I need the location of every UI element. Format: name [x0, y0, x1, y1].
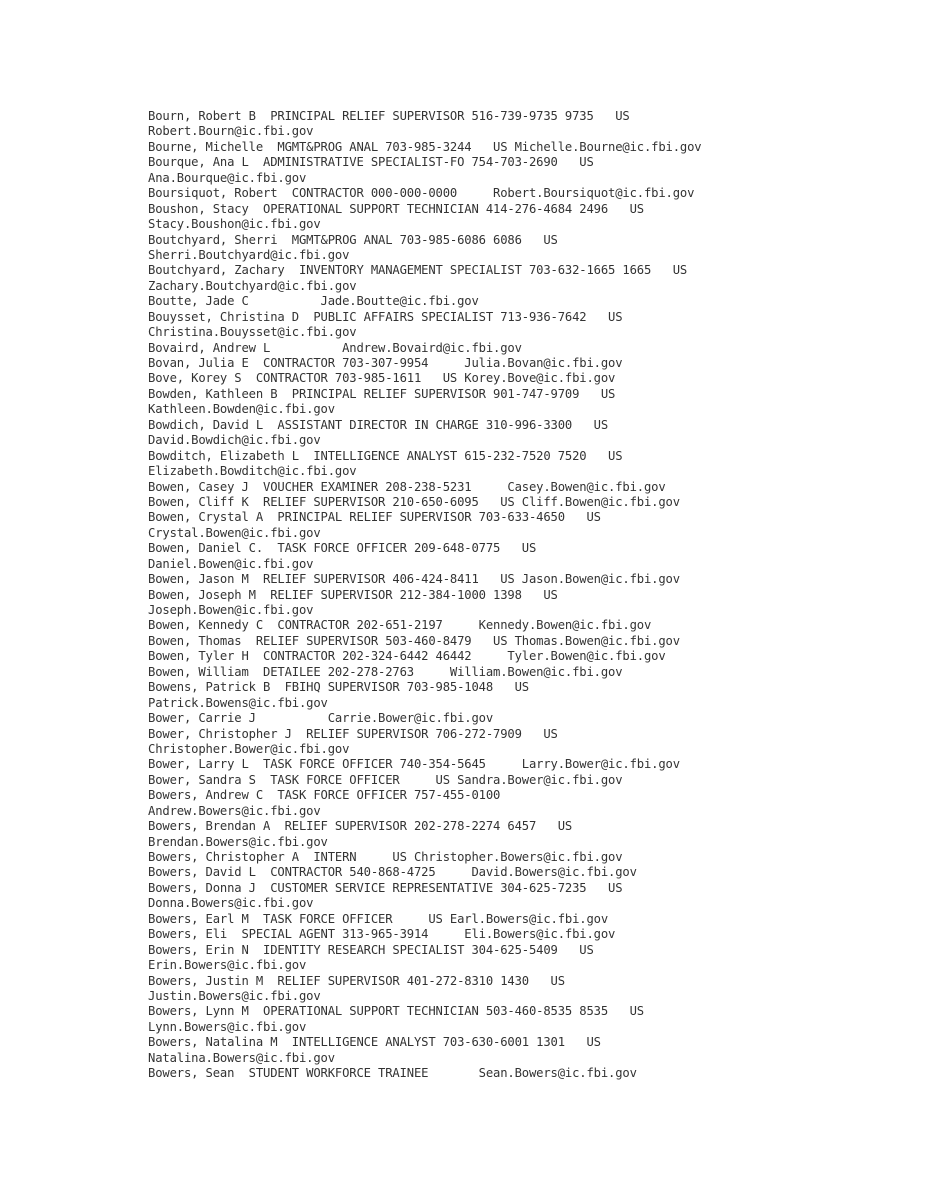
directory-line: Donna.Bowers@ic.fbi.gov: [148, 896, 314, 911]
directory-line: Zachary.Boutchyard@ic.fbi.gov: [148, 278, 357, 293]
directory-line: Bowen, Joseph M RELIEF SUPERVISOR 212-384-1000 1398 US: [148, 587, 558, 602]
directory-line: Bower, Christopher J RELIEF SUPERVISOR 706-272-7909 US: [148, 726, 558, 741]
directory-line: Bowers, Christopher A INTERN US Christopher.Bowers@ic.fbi.gov: [148, 850, 623, 864]
directory-line: Bowden, Kathleen B PRINCIPAL RELIEF SUPERVISOR 901-747-9709 US: [148, 386, 616, 401]
directory-line: Robert.Bourn@ic.fbi.gov: [148, 124, 314, 139]
directory-line: Bourn, Robert B PRINCIPAL RELIEF SUPERVISOR 516-739-9735 9735 US: [148, 109, 630, 123]
directory-line: Daniel.Bowen@ic.fbi.gov: [148, 556, 314, 571]
directory-listing: [148, 109, 908, 1082]
directory-line: Bowens, Patrick B FBIHQ SUPERVISOR 703-985-1048 US: [148, 680, 529, 695]
directory-line: Elizabeth.Bowditch@ic.fbi.gov: [148, 464, 357, 479]
directory-line: Bowditch, Elizabeth L INTELLIGENCE ANALYST 615-232-7520 7520 US: [148, 448, 623, 463]
directory-line: Bowers, Lynn M OPERATIONAL SUPPORT TECHNICIAN 503-460-8535 8535 US: [148, 1004, 644, 1019]
directory-line: Bouysset, Christina D PUBLIC AFFAIRS SPECIALIST 713-936-7642 US: [148, 309, 623, 324]
directory-line: Bower, Carrie J Carrie.Bower@ic.fbi.gov: [148, 711, 493, 726]
directory-line: Bowers, Natalina M INTELLIGENCE ANALYST 703-630-6001 1301 US: [148, 1035, 601, 1050]
directory-line: Bowen, Kennedy C CONTRACTOR 202-651-2197 Kennedy.Bowen@ic.fbi.gov: [148, 618, 652, 633]
directory-line: Erin.Bowers@ic.fbi.gov: [148, 958, 307, 973]
directory-line: Stacy.Boushon@ic.fbi.gov: [148, 217, 321, 232]
directory-line: Bowers, Brendan A RELIEF SUPERVISOR 202-278-2274 6457 US: [148, 819, 573, 834]
directory-line: Bowen, Cliff K RELIEF SUPERVISOR 210-650-6095 US Cliff.Bowen@ic.fbi.gov: [148, 494, 680, 509]
directory-line: Bowers, David L CONTRACTOR 540-868-4725 David.Bowers@ic.fbi.gov: [148, 865, 637, 880]
directory-line: Christopher.Bower@ic.fbi.gov: [148, 741, 350, 756]
directory-line: Bovaird, Andrew L Andrew.Bovaird@ic.fbi.gov: [148, 340, 522, 355]
directory-line: Bowen, Casey J VOUCHER EXAMINER 208-238-5231 Casey.Bowen@ic.fbi.gov: [148, 479, 666, 494]
directory-line: Andrew.Bowers@ic.fbi.gov: [148, 803, 321, 818]
directory-line: Bowers, Andrew C TASK FORCE OFFICER 757-455-0100: [148, 788, 501, 803]
directory-line: Bourque, Ana L ADMINISTRATIVE SPECIALIST-FO 754-703-2690 US: [148, 155, 594, 170]
directory-line: Bower, Sandra S TASK FORCE OFFICER US Sandra.Bower@ic.fbi.gov: [148, 772, 623, 787]
directory-line: Bowen, Thomas RELIEF SUPERVISOR 503-460-8479 US Thomas.Bowen@ic.fbi.gov: [148, 633, 680, 648]
directory-line: Boushon, Stacy OPERATIONAL SUPPORT TECHNICIAN 414-276-4684 2496 US: [148, 201, 644, 216]
directory-line: Bowen, Daniel C. TASK FORCE OFFICER 209-648-0775 US: [148, 541, 537, 556]
directory-line: Boutchyard, Sherri MGMT&PROG ANAL 703-985-6086 6086 US: [148, 232, 558, 247]
directory-line: Boutte, Jade C Jade.Boutte@ic.fbi.gov: [148, 294, 479, 309]
directory-line: Justin.Bowers@ic.fbi.gov: [148, 988, 321, 1003]
directory-line: Kathleen.Bowden@ic.fbi.gov: [148, 402, 335, 417]
directory-line: Bowers, Justin M RELIEF SUPERVISOR 401-272-8310 1430 US: [148, 973, 565, 988]
directory-line: Bowen, Tyler H CONTRACTOR 202-324-6442 46442 Tyler.Bowen@ic.fbi.gov: [148, 649, 666, 664]
directory-line: Bowdich, David L ASSISTANT DIRECTOR IN CHARGE 310-996-3300 US: [148, 417, 608, 432]
directory-line: Bowers, Donna J CUSTOMER SERVICE REPRESENTATIVE 304-625-7235 US: [148, 880, 623, 895]
directory-line: Bourne, Michelle MGMT&PROG ANAL 703-985-3244 US Michelle.Bourne@ic.fbi.gov: [148, 139, 702, 154]
directory-line: Brendan.Bowers@ic.fbi.gov: [148, 834, 328, 849]
directory-line: Bowen, Jason M RELIEF SUPERVISOR 406-424-8411 US Jason.Bowen@ic.fbi.gov: [148, 572, 680, 587]
directory-line: Crystal.Bowen@ic.fbi.gov: [148, 525, 321, 540]
directory-line: Boursiquot, Robert CONTRACTOR 000-000-0000 Robert.Boursiquot@ic.fbi.gov: [148, 186, 695, 201]
directory-line: Bowers, Eli SPECIAL AGENT 313-965-3914 Eli.Bowers@ic.fbi.gov: [148, 927, 616, 942]
directory-line: Bowen, Crystal A PRINCIPAL RELIEF SUPERVISOR 703-633-4650 US: [148, 510, 601, 525]
directory-line: Bowers, Sean STUDENT WORKFORCE TRAINEE Sean.Bowers@ic.fbi.gov: [148, 1066, 637, 1081]
directory-line: Bovan, Julia E CONTRACTOR 703-307-9954 Julia.Bovan@ic.fbi.gov: [148, 356, 623, 370]
directory-line: Patrick.Bowens@ic.fbi.gov: [148, 695, 328, 710]
directory-line: Ana.Bourque@ic.fbi.gov: [148, 170, 307, 185]
directory-line: Boutchyard, Zachary INVENTORY MANAGEMENT SPECIALIST 703-632-1665 1665 US: [148, 263, 688, 278]
directory-line: David.Bowdich@ic.fbi.gov: [148, 433, 321, 448]
directory-line: Sherri.Boutchyard@ic.fbi.gov: [148, 247, 350, 262]
directory-line: Lynn.Bowers@ic.fbi.gov: [148, 1019, 307, 1034]
directory-line: Bowers, Earl M TASK FORCE OFFICER US Earl.Bowers@ic.fbi.gov: [148, 911, 608, 926]
directory-line: Christina.Bouysset@ic.fbi.gov: [148, 325, 357, 340]
directory-line: Bower, Larry L TASK FORCE OFFICER 740-354-5645 Larry.Bower@ic.fbi.gov: [148, 757, 680, 772]
directory-line: Bove, Korey S CONTRACTOR 703-985-1611 US Korey.Bove@ic.fbi.gov: [148, 371, 616, 386]
directory-line: Joseph.Bowen@ic.fbi.gov: [148, 603, 314, 617]
directory-line: Bowen, William DETAILEE 202-278-2763 William.Bowen@ic.fbi.gov: [148, 664, 623, 679]
directory-line: Natalina.Bowers@ic.fbi.gov: [148, 1050, 335, 1065]
directory-line: Bowers, Erin N IDENTITY RESEARCH SPECIALIST 304-625-5409 US: [148, 942, 594, 957]
